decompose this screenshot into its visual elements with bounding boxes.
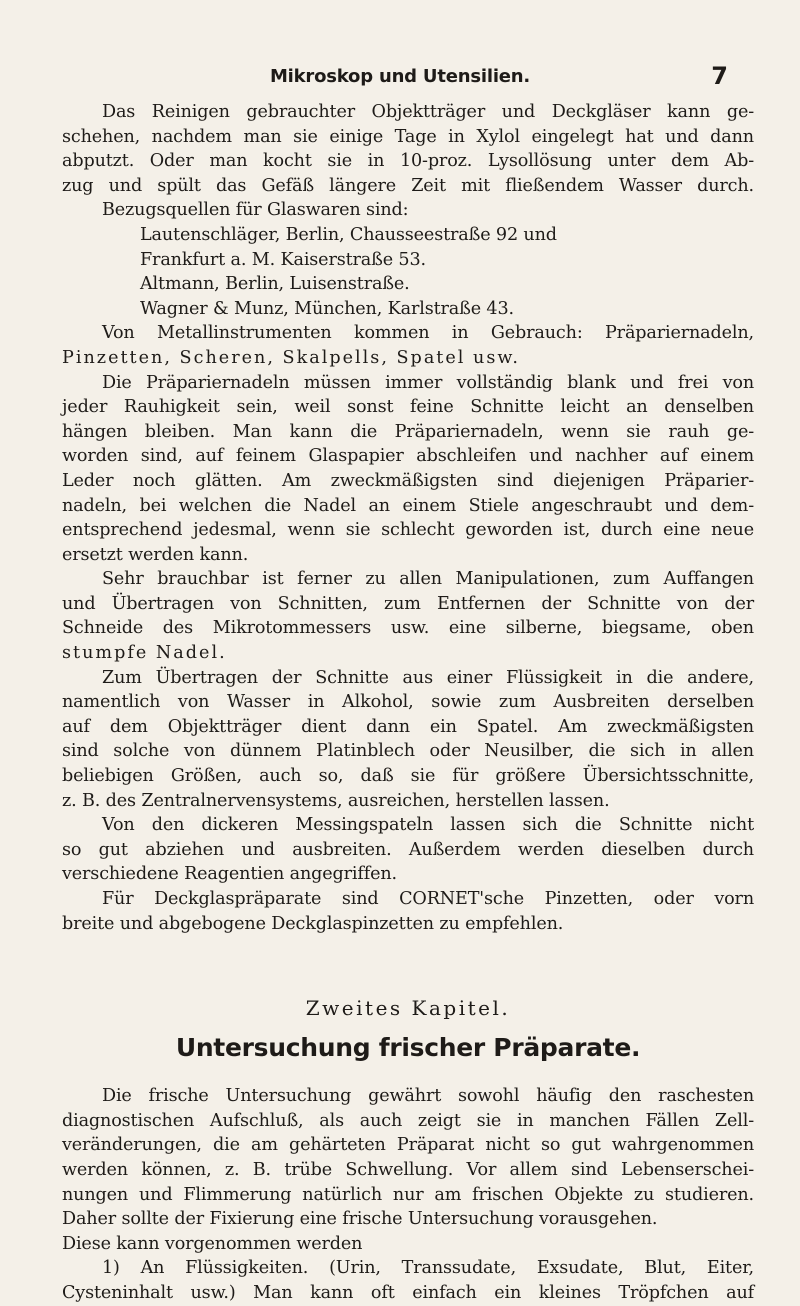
section-gap	[62, 1070, 754, 1084]
text-line: entsprechend jedesmal, wenn sie schlecht geworden ist, durch eine neue	[62, 520, 754, 541]
running-head-title: Mikroskop und Utensilien.	[269, 66, 531, 87]
text-line: Altmann, Berlin, Luisenstraße.	[140, 274, 410, 295]
page-number: 7	[711, 62, 728, 90]
text-line: verschiedene Reagentien angegriffen.	[62, 864, 397, 885]
text-line: Von den dickeren Messingspateln lassen sich die Schnitte nicht	[102, 815, 754, 836]
text-line: zug und spült das Gefäß längere Zeit mit fließendem Wasser durch.	[62, 175, 754, 196]
text-line: sind solche von dünnem Platinblech oder Neusilber, die sich in allen	[62, 741, 754, 762]
text-line: Bezugsquellen für Glaswaren sind:	[102, 200, 409, 221]
text-line: breite und abgebogene Deckglaspinzetten zu empfehlen.	[62, 913, 564, 934]
text-line: Cysteninhalt usw.) Man kann oft einfach ein kleines Tröpfchen auf	[62, 1282, 754, 1303]
chapter-label: Zweites Kapitel.	[305, 996, 511, 1021]
text-line: namentlich von Wasser in Alkohol, sowie zum Ausbreiten derselben	[62, 692, 754, 713]
running-head	[60, 62, 740, 98]
text-line: Das Reinigen gebrauchter Objektträger und Deckgläser kann ge-	[102, 102, 754, 122]
body-text	[62, 100, 754, 1306]
text-line: hängen bleiben. Man kann die Präpariernadeln, wenn sie rauh ge-	[62, 421, 754, 442]
text-line: beliebigen Größen, auch so, daß sie für größere Übersichtsschnitte,	[62, 766, 754, 787]
text-line: und Übertragen von Schnitten, zum Entfernen der Schnitte von der	[62, 593, 754, 614]
text-line: Pinzetten, Scheren, Skalpells, Spatel usw.	[62, 347, 520, 368]
text-line: diagnostischen Aufschluß, als auch zeigt sie in manchen Fällen Zell-	[62, 1110, 754, 1131]
text-line: Sehr brauchbar ist ferner zu allen Manipulationen, zum Auffangen	[102, 569, 754, 590]
text-line: worden sind, auf feinem Glaspapier abschleifen und nachher auf einem	[62, 446, 754, 467]
text-line: Diese kann vorgenommen werden	[62, 1233, 363, 1254]
text-line: Schneide des Mikrotommessers usw. eine silberne, biegsame, oben	[62, 618, 754, 639]
text-line: jeder Rauhigkeit sein, weil sonst feine Schnitte leicht an denselben	[62, 397, 754, 418]
chapter-title: Untersuchung frischer Präparate.	[175, 1033, 641, 1063]
text-line: Für Deckglaspräparate sind CORNET'sche Pinzetten, oder vorn	[102, 889, 754, 909]
text-line: Daher sollte der Fixierung eine frische Untersuchung vorausgehen.	[62, 1209, 658, 1230]
text-line: veränderungen, die am gehärteten Präparat nicht so gut wahrgenommen	[62, 1135, 754, 1156]
text-line: Lautenschläger, Berlin, Chausseestraße 92 und	[140, 224, 557, 245]
text-line: Die Präpariernadeln müssen immer vollständig blank und frei von	[102, 372, 754, 393]
text-line: abputzt. Oder man kocht sie in 10-proz. Lysollösung unter dem Ab-	[62, 151, 754, 172]
text-line: werden können, z. B. trübe Schwellung. Vor allem sind Lebenserschei-	[62, 1159, 754, 1180]
text-line: z. B. des Zentralnervensystems, ausreichen, herstellen lassen.	[62, 790, 610, 811]
text-line: stumpfe Nadel.	[62, 643, 227, 664]
text-line: Zum Übertragen der Schnitte aus einer Flüssigkeit in die andere,	[102, 667, 754, 688]
text-line: schehen, nachdem man sie einige Tage in Xylol eingelegt hat und dann	[62, 126, 754, 147]
text-line: Frankfurt a. M. Kaiserstraße 53.	[140, 249, 426, 270]
text-line: nadeln, bei welchen die Nadel an einem Stiele angeschraubt und dem-	[62, 495, 754, 516]
text-line: Von Metallinstrumenten kommen in Gebrauch: Präpariernadeln,	[102, 323, 754, 344]
text-line: ersetzt werden kann.	[62, 544, 249, 565]
text-line: 1) An Flüssigkeiten. (Urin, Transsudate, Exsudate, Blut, Eiter,	[102, 1258, 754, 1279]
text-line: auf dem Objektträger dient dann ein Spatel. Am zweckmäßigsten	[62, 716, 754, 737]
section-gap	[62, 936, 754, 996]
text-line: Wagner & Munz, München, Karlstraße 43.	[140, 298, 514, 319]
text-line: so gut abziehen und ausbreiten. Außerdem werden dieselben durch	[62, 839, 754, 860]
text-line: Die frische Untersuchung gewährt sowohl häufig den raschesten	[102, 1086, 754, 1107]
text-line: nungen und Flimmerung natürlich nur am frischen Objekte zu studieren.	[62, 1184, 754, 1205]
text-line: Leder noch glätten. Am zweckmäßigsten sind diejenigen Präparier-	[62, 470, 754, 491]
